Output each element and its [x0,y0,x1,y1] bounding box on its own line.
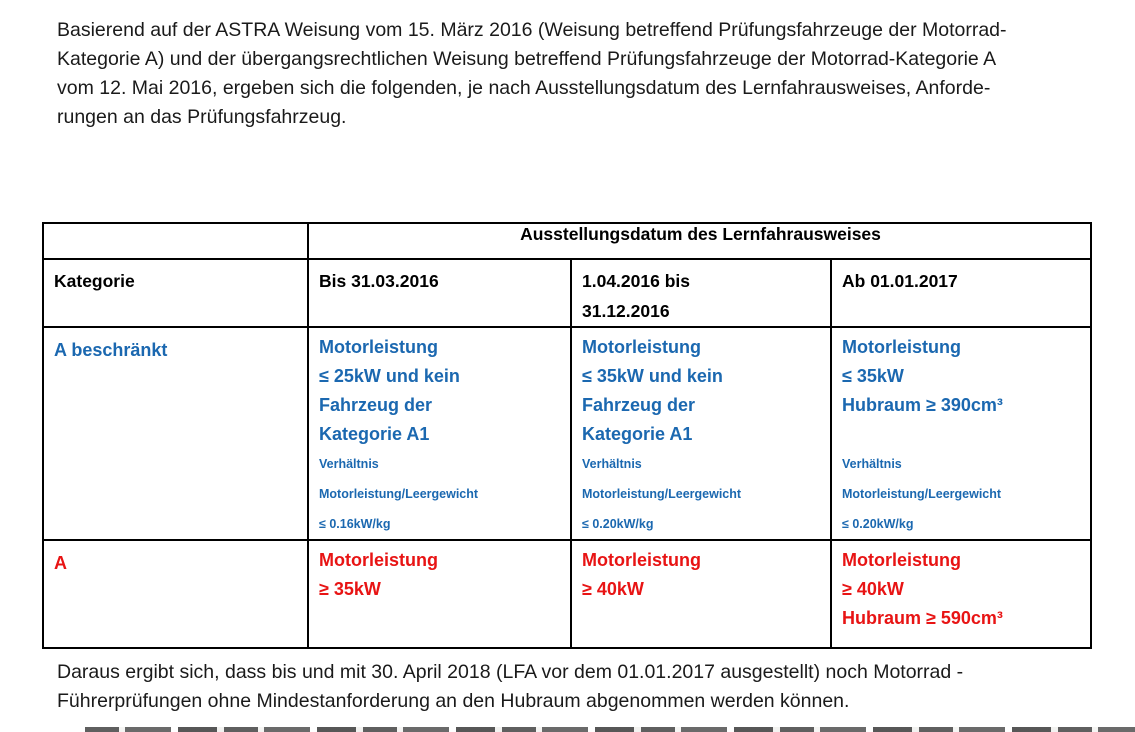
cell-line: Kategorie A1 [319,424,430,444]
cell-a-beschraenkt-bis-2016 [308,327,571,540]
cell-line: Motorleistung/Leergewicht [582,487,742,501]
cell-line: Motorleistung [582,337,701,357]
cell-line: Fahrzeug der [582,395,696,415]
cell-line: Motorleistung [842,337,961,357]
cell-line: Motorleistung/Leergewicht [319,487,479,501]
col-header-1-04-2016-bis-31-12-2016 [571,259,831,327]
cell-line: ≤ 0.20kW/kg [842,517,914,531]
intro-line: Kategorie A) und der übergangsrechtlichen Weisung betreffend Prüfungsfahrzeuge der Motorrad-Kategorie A [57,48,997,70]
cell-line: Verhältnis [582,457,642,471]
col-header-kategorie [43,259,308,327]
header-text: Bis 31.03.2016 [319,271,439,291]
cell-line: ≤ 35kW [842,366,904,386]
row-a [43,540,1091,648]
cell-line: Hubraum ≥ 590cm³ [842,608,1003,628]
intro-line: Basierend auf der ASTRA Weisung vom 15. März 2016 (Weisung betreffend Prüfungsfahrzeuge der Motorrad- [57,19,1007,41]
cell-line: Fahrzeug der [319,395,433,415]
column-header-row [43,259,1091,327]
category-cell-a [43,540,308,648]
footer-line: Daraus ergibt sich, dass bis und mit 30. April 2018 (LFA vor dem 01.01.2017 ausgestellt) noch Motorrad - [57,661,964,683]
header-text: 1.04.2016 bis [582,271,690,291]
cell-line: Motorleistung [842,550,961,570]
cutoff-text-strip [85,727,1135,732]
col-header-ab-01-01-2017 [831,259,1091,327]
footer-line: Führerprüfungen ohne Mindestanforderung an den Hubraum abgenommen werden können. [57,690,850,712]
cell-a-ab-2017 [831,540,1091,648]
cell-line: ≤ 35kW und kein [582,366,723,386]
cell-a-bis-2016 [308,540,571,648]
cell-a-beschraenkt-ab-2017 [831,327,1091,540]
span-header-row [43,223,1091,259]
header-text: Kategorie [54,271,135,291]
requirements-table [42,222,1092,649]
category-label: A [54,553,67,573]
cell-line: Motorleistung/Leergewicht [842,487,1002,501]
cell-line: ≤ 0.16kW/kg [319,517,391,531]
cell-line: Verhältnis [842,457,902,471]
header-text: Ab 01.01.2017 [842,271,958,291]
cell-a-beschraenkt-mitte-2016 [571,327,831,540]
footer-paragraph [57,658,1117,716]
cell-line: Hubraum ≥ 390cm³ [842,395,1003,415]
table-span-header: Ausstellungsdatum des Lernfahrausweises [308,223,1091,259]
cell-line: Kategorie A1 [582,424,693,444]
intro-paragraph [57,16,1097,132]
cell-line: ≥ 40kW [582,579,644,599]
col-header-bis-31-03-2016 [308,259,571,327]
cell-line: ≥ 40kW [842,579,904,599]
cell-line: Motorleistung [319,337,438,357]
cell-line: Motorleistung [582,550,701,570]
category-label: A beschränkt [54,340,168,360]
cell-line: ≤ 25kW und kein [319,366,460,386]
cell-line: ≥ 35kW [319,579,381,599]
empty-corner-cell [43,223,308,259]
row-a-beschraenkt [43,327,1091,540]
cell-line: Motorleistung [319,550,438,570]
header-text: 31.12.2016 [582,301,670,321]
cell-line: ≤ 0.20kW/kg [582,517,654,531]
cell-a-mitte-2016 [571,540,831,648]
intro-line: rungen an das Prüfungsfahrzeug. [57,106,347,128]
category-cell-a-beschraenkt [43,327,308,540]
intro-line: vom 12. Mai 2016, ergeben sich die folgenden, je nach Ausstellungsdatum des Lernfahrausweises, Anforde- [57,77,991,99]
cell-line: Verhältnis [319,457,379,471]
